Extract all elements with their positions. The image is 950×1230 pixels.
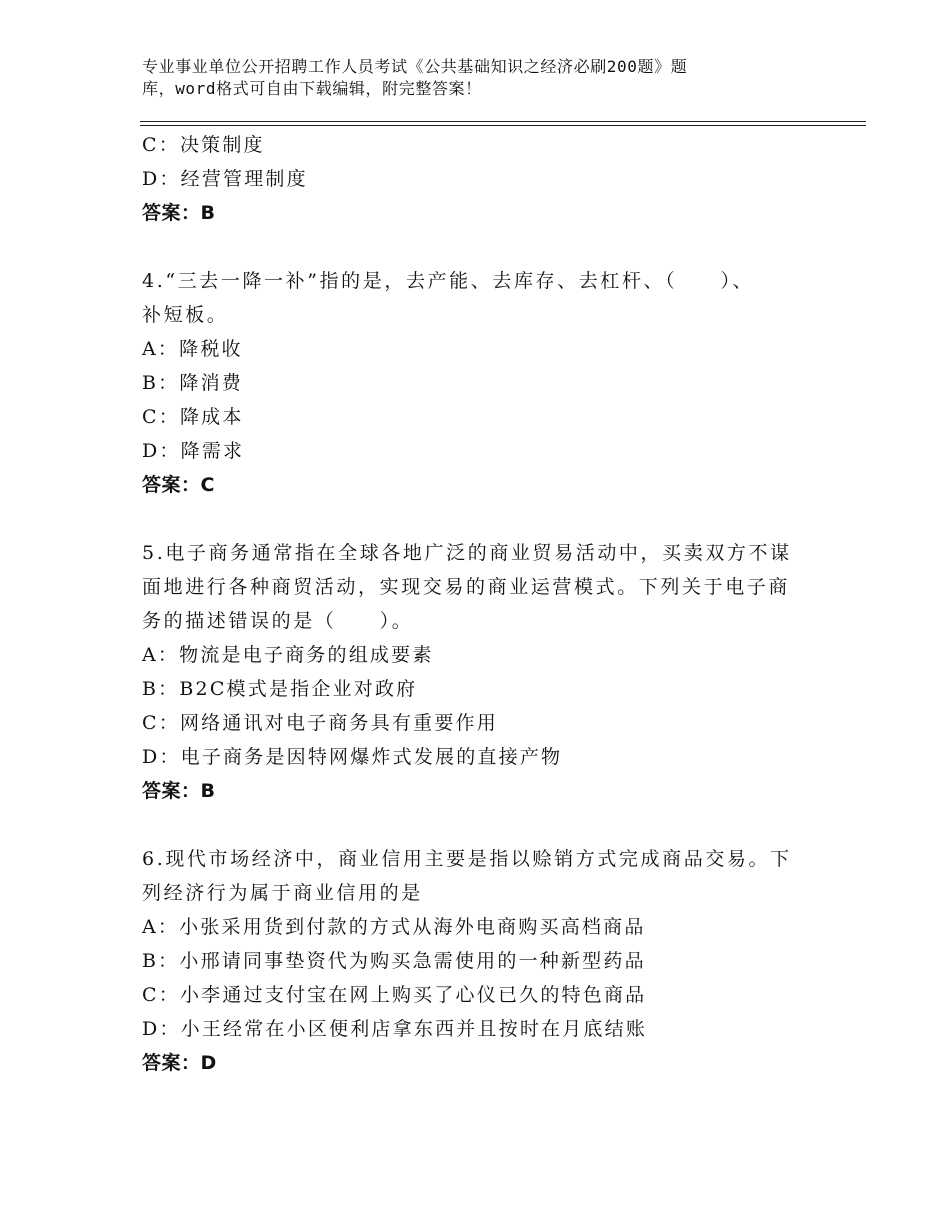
- option-b: B：B2C模式是指企业对政府: [142, 678, 418, 700]
- question-4: [142, 264, 802, 502]
- option-d: D：经营管理制度: [142, 168, 308, 190]
- option-a: A：物流是电子商务的组成要素: [142, 644, 434, 666]
- spacer: [142, 808, 802, 842]
- option-c: C：网络通讯对电子商务具有重要作用: [142, 712, 498, 734]
- spacer: [142, 230, 802, 264]
- option-a: A：降税收: [142, 338, 243, 360]
- question-stem-line: 列经济行为属于商业信用的是: [142, 882, 423, 904]
- question-5: [142, 536, 802, 808]
- answer-line: 答案：D: [142, 1052, 217, 1074]
- option-d: D：小王经常在小区便利店拿东西并且按时在月底结账: [142, 1018, 648, 1040]
- option-b: B：小邢请同事垫资代为购买急需使用的一种新型药品: [142, 950, 646, 972]
- spacer: [142, 502, 802, 536]
- option-c: C：小李通过支付宝在网上购买了心仪已久的特色商品: [142, 984, 647, 1006]
- question-stem-line: 务的描述错误的是（ ）。: [142, 610, 414, 632]
- question-stem-line: 补短板。: [142, 304, 229, 326]
- question-list: [142, 128, 802, 1080]
- answer-line: 答案：B: [142, 202, 216, 224]
- option-d: D：降需求: [142, 440, 245, 462]
- question-3-tail: [142, 128, 802, 230]
- header-divider-top: [140, 121, 866, 122]
- question-stem-line: 6.现代市场经济中，商业信用主要是指以赊销方式完成商品交易。下: [142, 848, 792, 870]
- question-stem-line: 4.“三去一降一补”指的是，去产能、去库存、去杠杆、（ ）、: [142, 270, 755, 292]
- answer-line: 答案：C: [142, 474, 215, 496]
- header-title-line-1: 专业事业单位公开招聘工作人员考试《公共基础知识之经济必刷200题》题: [142, 57, 688, 76]
- option-d: D：电子商务是因特网爆炸式发展的直接产物: [142, 746, 563, 768]
- option-c: C：决策制度: [142, 134, 265, 156]
- question-stem-line: 面地进行各种商贸活动，实现交易的商业运营模式。下列关于电子商: [142, 576, 791, 598]
- header-title-line-2: 库，word格式可自由下载编辑，附完整答案！: [142, 79, 482, 98]
- header-divider-bottom: [140, 125, 866, 126]
- option-a: A：小张采用货到付款的方式从海外电商购买高档商品: [142, 916, 646, 938]
- document-header: [142, 56, 782, 100]
- option-c: C：降成本: [142, 406, 244, 428]
- answer-line: 答案：B: [142, 780, 216, 802]
- option-b: B：降消费: [142, 372, 243, 394]
- question-stem-line: 5.电子商务通常指在全球各地广泛的商业贸易活动中，买卖双方不谋: [142, 542, 792, 564]
- question-6: [142, 842, 802, 1080]
